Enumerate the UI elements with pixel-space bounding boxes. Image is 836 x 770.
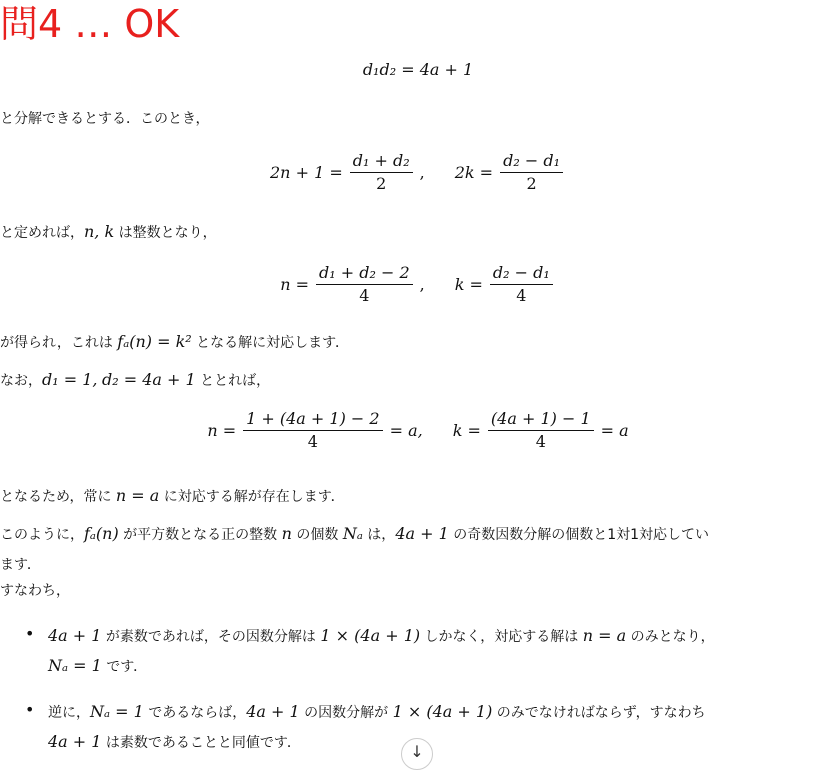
equation-trivial: n = $\frac{1 + (4a + 1) - 2}{4}$ = a, k = $\frac{(4a + 1) - 1}{4}$ = a bbox=[207, 409, 629, 451]
scroll-down-button[interactable] bbox=[401, 738, 433, 770]
bullet-converse-case: 逆に，Nₐ = 1 であるならば，4a + 1 の因数分解が 1 × (4a + 1) のみでなければならず，すなわち bbox=[48, 702, 706, 721]
text-always: となるため，常に n = a に対応する解が存在します． bbox=[0, 486, 345, 505]
equation-definition: 2n + 1 = $\frac{\text{d₁ + d₂}}{2}$ , 2k = $\frac{\text{d₂ − d₁}}{2}$ bbox=[0, 150, 836, 195]
bullet-converse-case-cont: 4a + 1 は素数であることと同値です． bbox=[48, 732, 301, 751]
text-conclusion-cont: ます． bbox=[0, 557, 41, 573]
text-namely: すなわち， bbox=[0, 583, 70, 599]
bullet-prime-case: 4a + 1 が素数であれば，その因数分解は 1 × (4a + 1) しかなく，対応する解は n = a のみとなり， bbox=[48, 626, 715, 645]
page-title: 問4 … OK bbox=[0, 2, 180, 46]
equation-product: d₁d₂ = 4a + 1 bbox=[362, 60, 474, 79]
text-note: なお，d₁ = 1, d₂ = 4a + 1 ととれば， bbox=[0, 370, 271, 389]
text-define: と定めれば，n, k は整数となり， bbox=[0, 222, 217, 241]
equation-solution: n = $\frac{\text{d₁ + d₂ − 2}}{4}$ , k = $\frac{\text{d₂ − d₁}}{4}$ bbox=[0, 262, 836, 307]
bullet-marker: • bbox=[25, 700, 35, 719]
bullet-marker: • bbox=[25, 624, 35, 643]
arrow-down-icon: ↓ bbox=[410, 742, 424, 761]
text-obtain: が得られ，これは fₐ(n) = k² となる解に対応します． bbox=[0, 332, 350, 351]
text-decompose: と分解できるとする．このとき， bbox=[0, 111, 210, 127]
text-conclusion: このように，fₐ(n) が平方数となる正の整数 n の個数 Nₐ は，4a + 1 の奇数因数分解の個数と1対1対応してい bbox=[0, 524, 710, 543]
bullet-prime-case-cont: Nₐ = 1 です． bbox=[48, 656, 148, 675]
